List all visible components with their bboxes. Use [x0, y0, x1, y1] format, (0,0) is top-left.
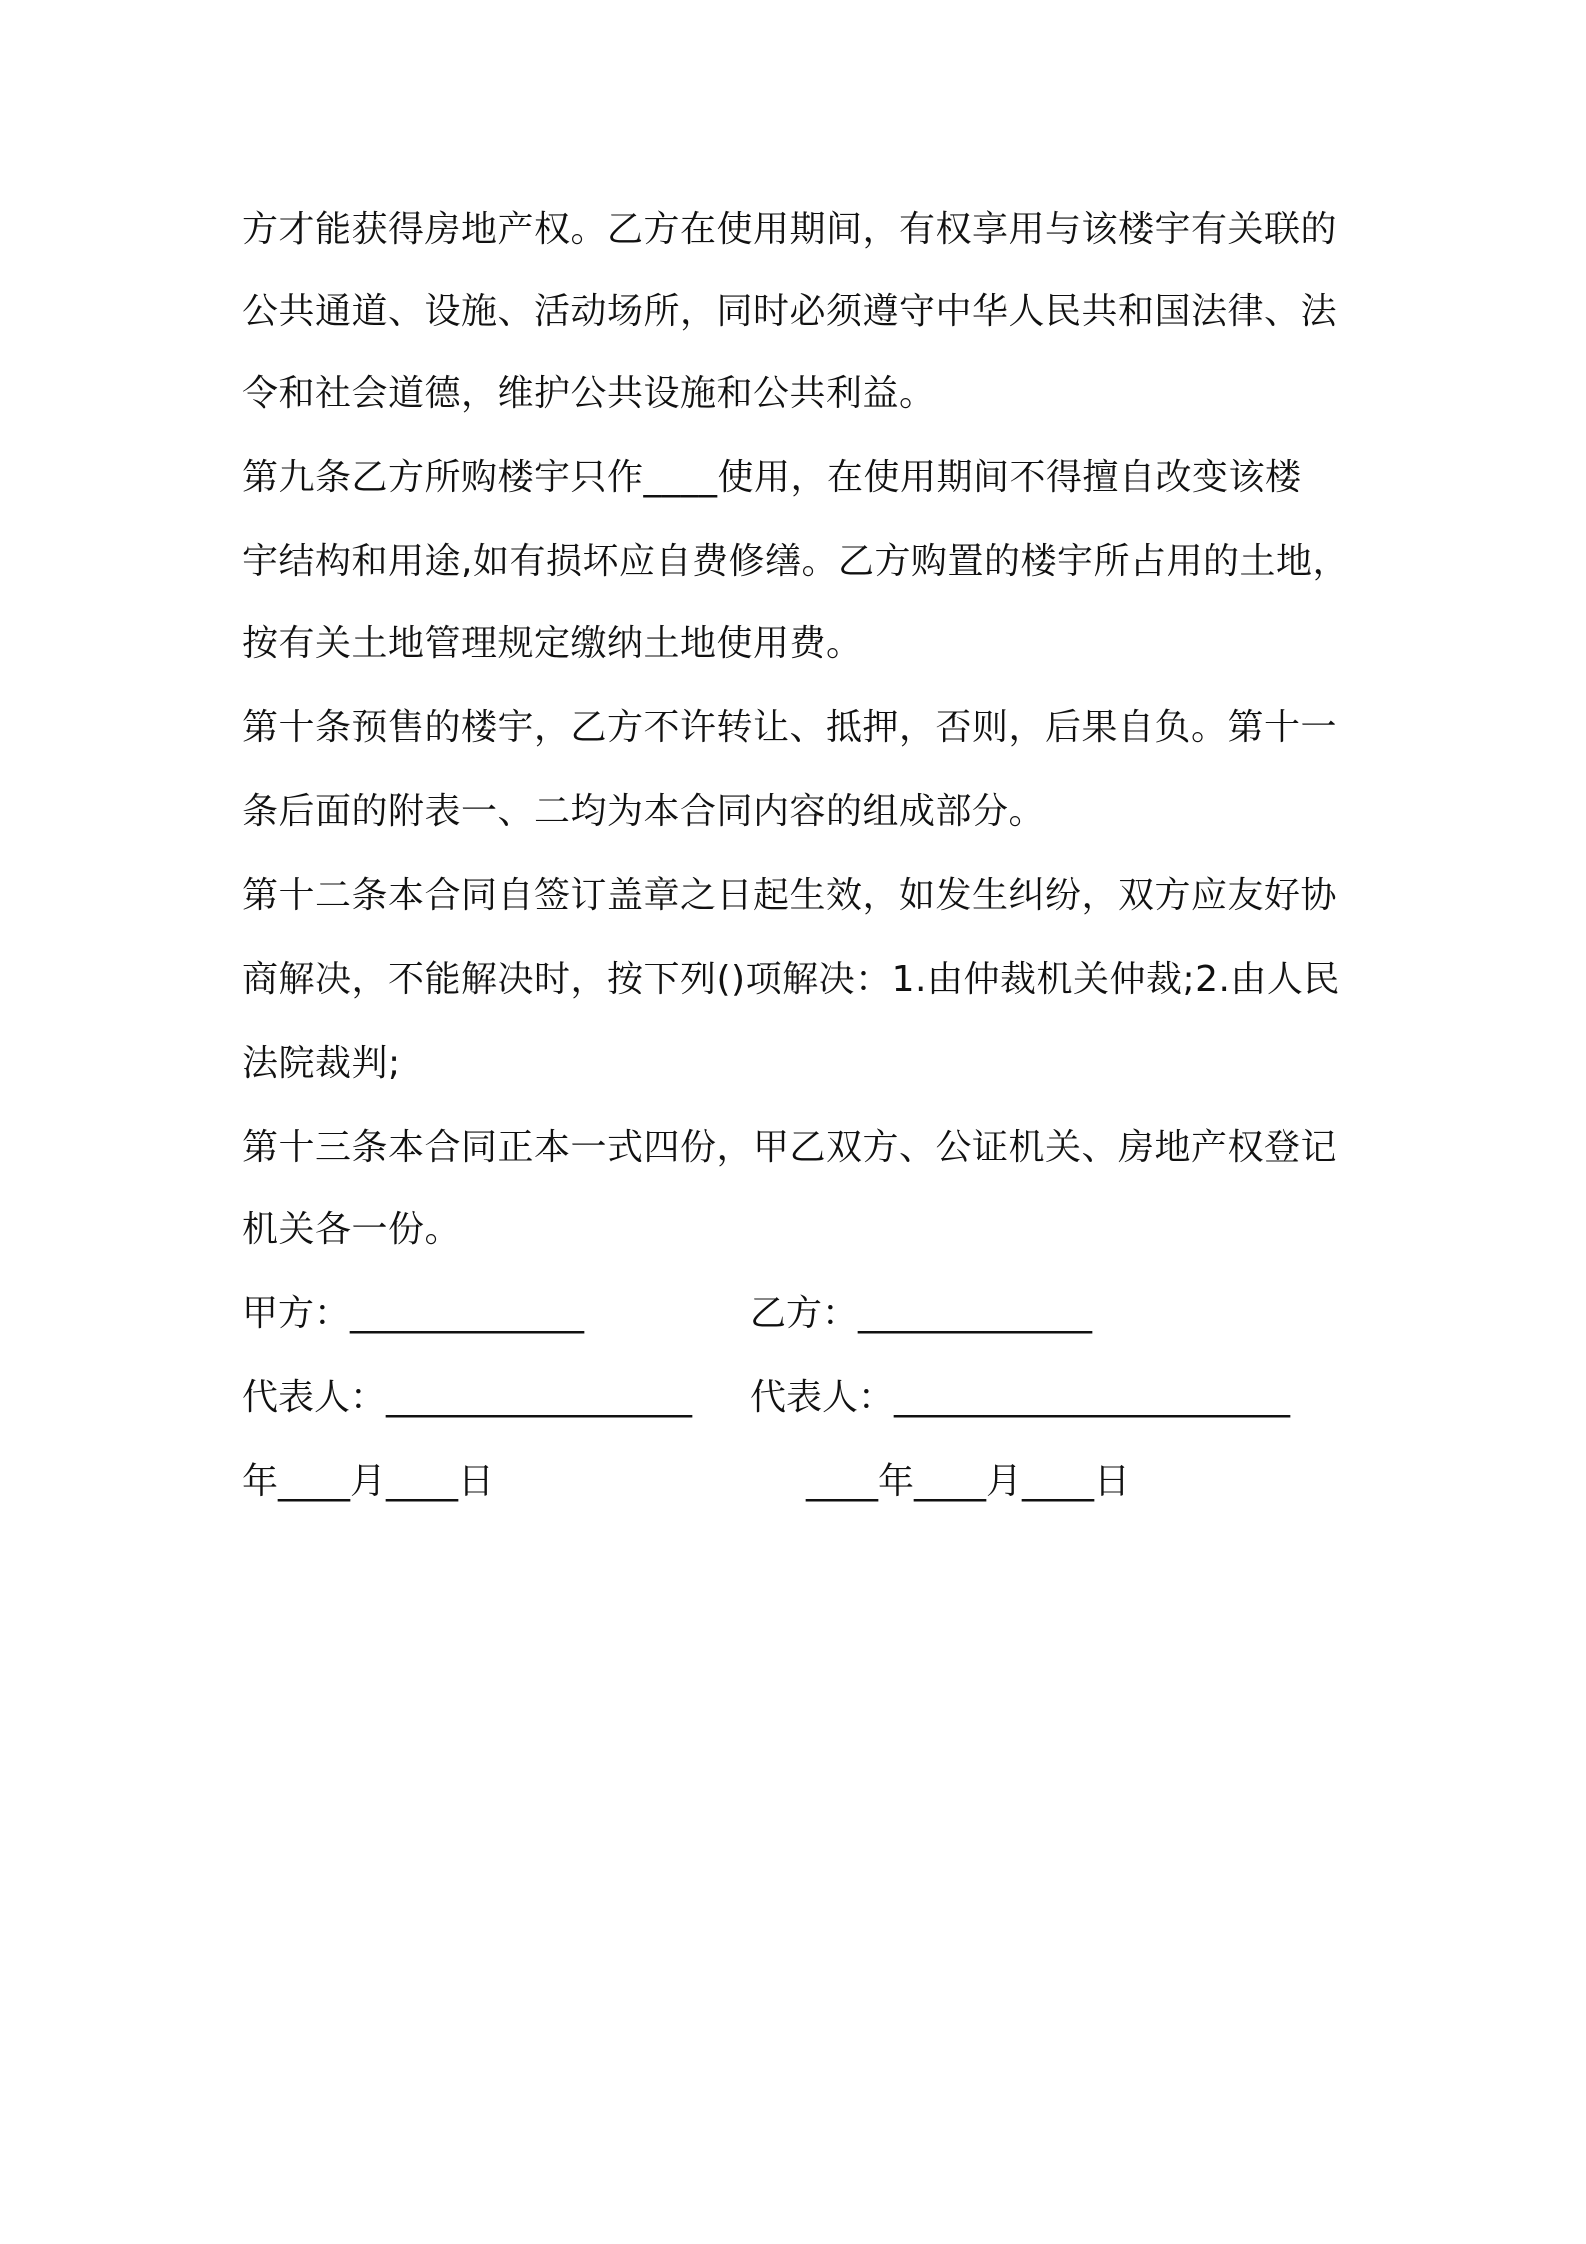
- party-b-representative: 代表人：______________________: [750, 1377, 1291, 1418]
- body-text-line: 方才能获得房地产权。乙方在使用期间，有权享用与该楼宇有关联的: [242, 209, 1338, 250]
- party-b-date: ____年____月____日: [806, 1461, 1131, 1502]
- body-text-line: 按有关土地管理规定缴纳土地使用费。: [242, 623, 863, 664]
- body-text-line: 第九条乙方所购楼宇只作____使用，在使用期间不得擅自改变该楼: [242, 457, 1302, 498]
- party-a-representative: 代表人：_________________: [242, 1377, 693, 1418]
- body-text-line: 法院裁判;: [242, 1043, 401, 1084]
- party-a-date: 年____月____日: [242, 1461, 495, 1502]
- body-text-line: 令和社会道德，维护公共设施和公共利益。: [242, 373, 936, 414]
- body-text-line: 第十二条本合同自签订盖章之日起生效，如发生纠纷，双方应友好协: [242, 875, 1338, 916]
- body-text-line: 条后面的附表一、二均为本合同内容的组成部分。: [242, 791, 1046, 832]
- body-text-line: 宇结构和用途,如有损坏应自费修缮。乙方购置的楼宇所占用的土地，: [242, 541, 1349, 582]
- party-b-signature: 乙方：_____________: [750, 1293, 1093, 1334]
- body-text-line: 商解决，不能解决时，按下列()项解决：1.由仲裁机关仲裁;2.由人民: [242, 959, 1340, 1000]
- body-text-line: 公共通道、设施、活动场所，同时必须遵守中华人民共和国法律、法: [242, 291, 1338, 332]
- body-text-line: 第十条预售的楼宇，乙方不许转让、抵押，否则，后果自负。第十一: [242, 707, 1338, 748]
- party-a-signature: 甲方：_____________: [242, 1293, 585, 1334]
- body-text-line: 第十三条本合同正本一式四份，甲乙双方、公证机关、房地产权登记: [242, 1127, 1338, 1168]
- body-text-line: 机关各一份。: [242, 1209, 462, 1250]
